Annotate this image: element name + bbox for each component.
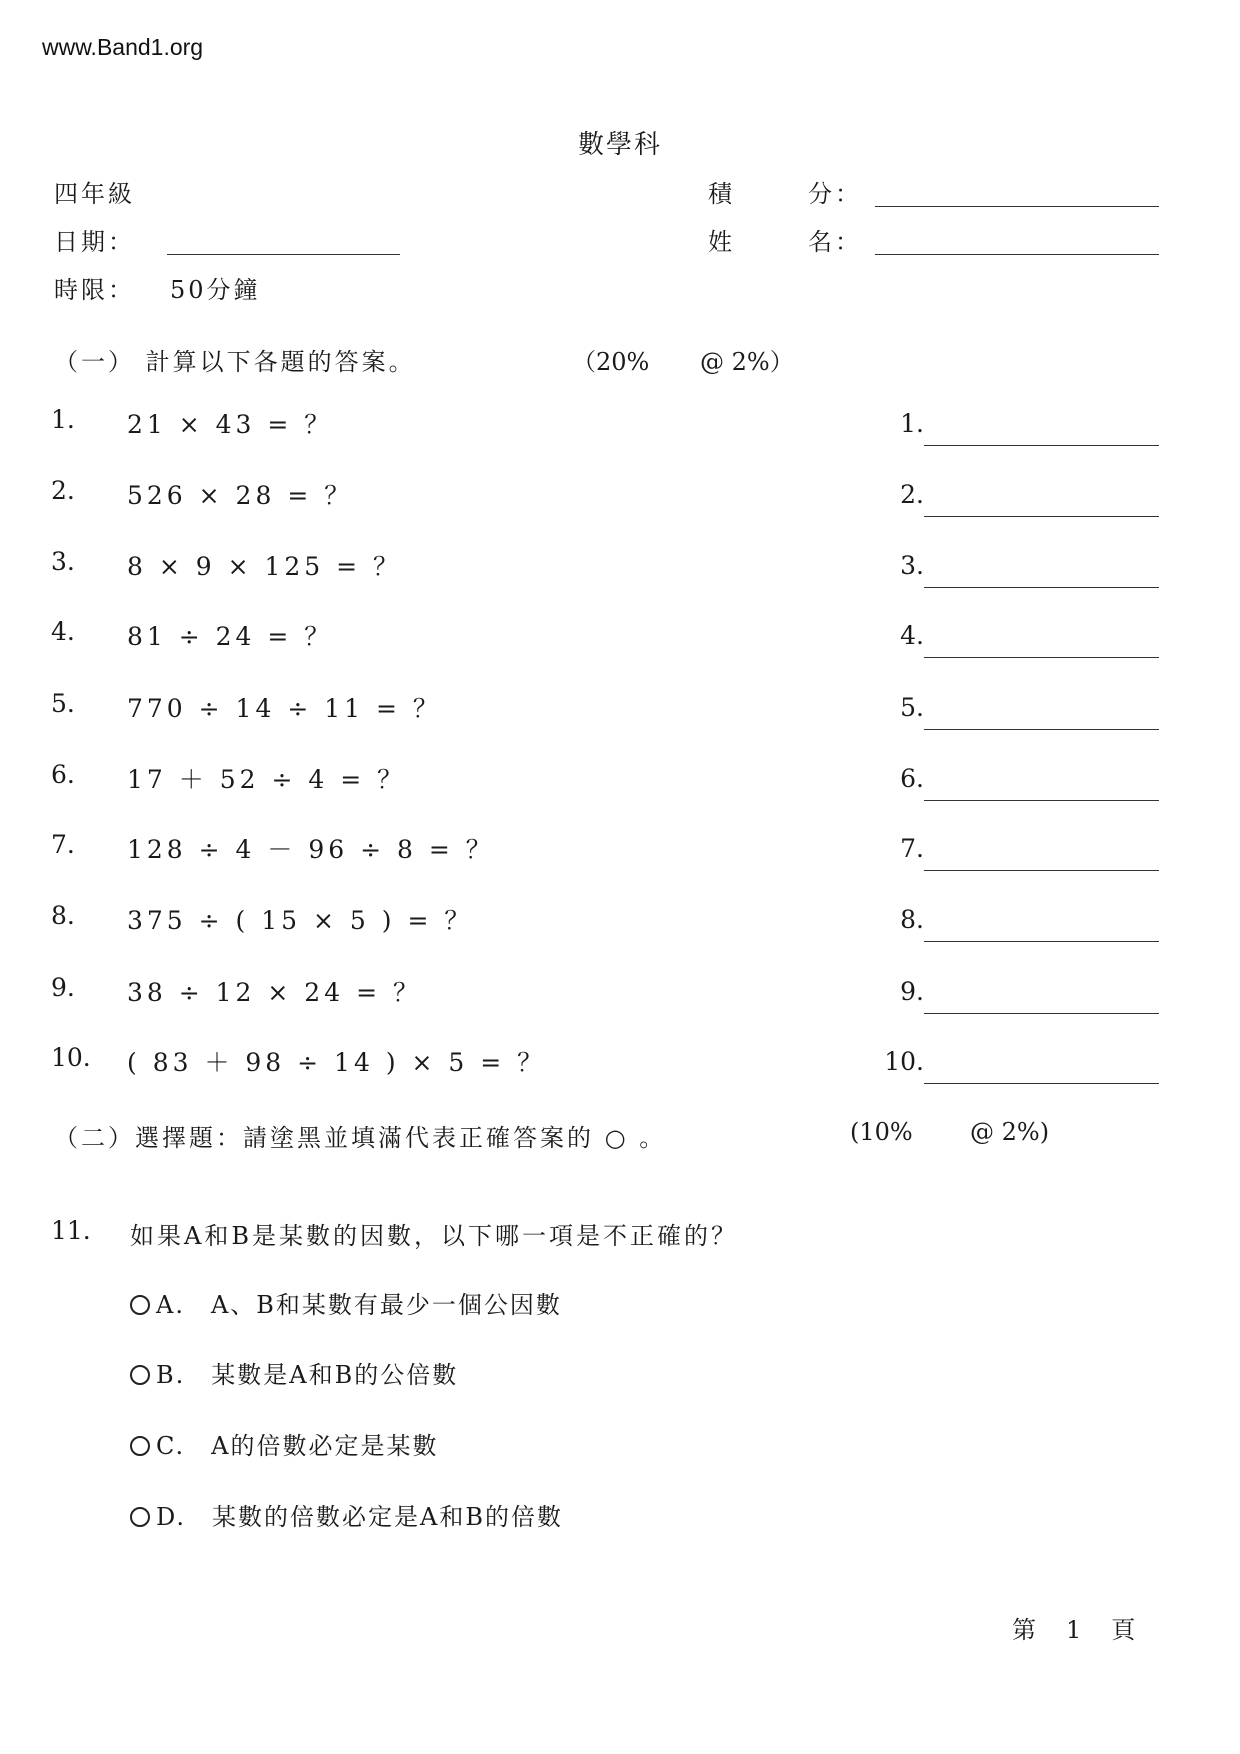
score-label-char2: 分：	[808, 180, 862, 208]
answer-label: 7.	[900, 834, 924, 863]
grade-label: 四年級	[54, 180, 135, 208]
answer-label: 10.	[884, 1047, 924, 1076]
question-number: 1.	[51, 405, 75, 434]
question-expression: ( 83 ＋ 98 ÷ 14 ) × 5 = ？	[127, 1048, 547, 1077]
answer-field-line[interactable]	[924, 729, 1159, 730]
question-number: 2.	[51, 476, 75, 505]
question-number: 10.	[51, 1043, 91, 1072]
time-limit-value: 50分鐘	[170, 276, 261, 304]
date-label: 日期：	[54, 228, 135, 256]
question-number: 6.	[51, 760, 75, 789]
answer-field-line[interactable]	[924, 445, 1159, 446]
question-expression: 81 ÷ 24 = ？	[127, 622, 334, 651]
option-letter: B.	[156, 1361, 186, 1389]
question-number: 4.	[51, 617, 75, 646]
option-bubble-icon[interactable]	[130, 1436, 150, 1456]
option-text: A的倍數必定是某數	[211, 1432, 439, 1460]
section1-marks: （20%	[572, 348, 650, 376]
option-a[interactable]	[130, 1285, 562, 1320]
option-text: 某數的倍數必定是A和B的倍數	[212, 1503, 563, 1531]
page-number: 第 1 頁	[1012, 1616, 1139, 1644]
score-label-char1: 積	[708, 180, 735, 208]
section1-each: @ 2%）	[700, 348, 794, 376]
question-expression: 770 ÷ 14 ÷ 11 = ？	[127, 694, 442, 723]
question-expression: 375 ÷ ( 15 × 5 ) = ？	[127, 906, 474, 935]
answer-field-line[interactable]	[924, 800, 1159, 801]
answer-label: 6.	[900, 764, 924, 793]
name-field-line[interactable]	[875, 254, 1159, 255]
option-bubble-icon[interactable]	[130, 1365, 150, 1385]
question-expression: 526 × 28 = ？	[127, 481, 354, 510]
watermark-url: www.Band1.org	[42, 34, 204, 60]
option-text: 某數是A和B的公倍數	[211, 1361, 459, 1389]
question-expression: 128 ÷ 4 － 96 ÷ 8 = ？	[127, 835, 495, 864]
q11-number: 11.	[51, 1216, 91, 1245]
question-number: 5.	[51, 689, 75, 718]
name-label-char2: 名：	[808, 228, 862, 256]
answer-label: 8.	[900, 905, 924, 934]
question-number: 8.	[51, 901, 75, 930]
section2-heading: （二）選擇題：請塗黑並填滿代表正確答案的 ○ 。	[54, 1124, 667, 1152]
answer-label: 4.	[900, 621, 924, 650]
option-bubble-icon[interactable]	[130, 1507, 150, 1527]
question-expression: 38 ÷ 12 × 24 = ？	[127, 978, 422, 1007]
section1-heading: （一） 計算以下各題的答案。	[54, 348, 416, 376]
page-title: 數學科	[577, 130, 662, 160]
answer-label: 2.	[900, 480, 924, 509]
answer-field-line[interactable]	[924, 941, 1159, 942]
option-b[interactable]	[130, 1355, 458, 1390]
name-label-char1: 姓	[708, 228, 735, 256]
question-expression: 21 × 43 = ？	[127, 410, 334, 439]
question-expression: 8 × 9 × 125 = ？	[127, 552, 403, 581]
answer-field-line[interactable]	[924, 657, 1159, 658]
option-letter: A.	[156, 1291, 185, 1319]
time-limit-label: 時限：	[54, 276, 135, 304]
option-letter: D.	[156, 1503, 187, 1531]
option-letter: C.	[156, 1432, 186, 1460]
answer-field-line[interactable]	[924, 1013, 1159, 1014]
answer-label: 3.	[900, 551, 924, 580]
section2-each: @ 2%)	[970, 1118, 1050, 1146]
answer-field-line[interactable]	[924, 870, 1159, 871]
section2-marks: (10%	[850, 1118, 913, 1146]
question-expression: 17 ＋ 52 ÷ 4 = ？	[127, 765, 407, 794]
answer-label: 5.	[900, 693, 924, 722]
question-number: 7.	[51, 830, 75, 859]
answer-label: 9.	[900, 977, 924, 1006]
answer-field-line[interactable]	[924, 1083, 1159, 1084]
q11-text: 如果A和B是某數的因數，以下哪一項是不正確的？	[130, 1222, 738, 1250]
answer-field-line[interactable]	[924, 587, 1159, 588]
option-text: A、B和某數有最少一個公因數	[210, 1291, 562, 1319]
option-c[interactable]	[130, 1426, 438, 1461]
option-bubble-icon[interactable]	[130, 1295, 150, 1315]
question-number: 9.	[51, 973, 75, 1002]
score-field-line[interactable]	[875, 206, 1159, 207]
answer-label: 1.	[900, 409, 924, 438]
option-d[interactable]	[130, 1497, 563, 1532]
question-number: 3.	[51, 547, 75, 576]
date-field-line[interactable]	[167, 254, 400, 255]
answer-field-line[interactable]	[924, 516, 1159, 517]
